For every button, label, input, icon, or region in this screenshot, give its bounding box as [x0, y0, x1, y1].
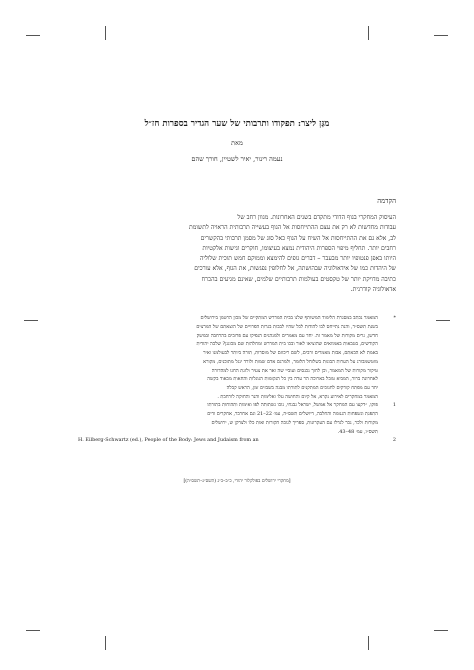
footnote-line: H. Eilberg-Schwartz (ed.), People of the Body: Jews and Judaism from an	[78, 437, 259, 444]
body-line: רחבים יותר. תחליף מיפוי הספרות היהודית נמצא בעיצומו, חוקרים וגישות אלקטיות	[202, 244, 396, 252]
journal-footer: [מחקרי ירושלים בפולקלור יהודי, כ״ב–כ״ג (תשס״ג–תשס״ה)]	[183, 479, 291, 484]
crop-mark-bottom-right-h	[434, 630, 448, 631]
body-line: עבודות מחדשות לא רק את עצם ההתייחסות אל הגוף בעשייה תרבותית הראויה לתשומת	[189, 224, 396, 232]
crop-mark-bottom-left-v	[105, 636, 106, 650]
article-by-label: מאת	[231, 139, 243, 147]
crop-mark-mid-right-h	[436, 320, 450, 321]
footnote-line: המאמר נכתב במסגרת הלימוד המשותף שלנו בבית המדרש המתקיים של מכון הרטמן בירושלים	[200, 315, 378, 322]
crop-mark-mid-left-h	[24, 320, 38, 321]
footnote-line: מוטשמבורג על הערות הבונות בשלוחל הלומד, ולמרגם אדם שמות ולורד ינגל מתוכנים, מקורא	[203, 358, 378, 365]
footnote-line: פוקו, ״דקעו עם המחקר אל אמשל, ישראל גבנחי, נוכו גשתותה לפו ואימות ותהוחות בתורתו	[207, 402, 378, 409]
body-line: אדאולוגיה קודרנית.	[350, 286, 396, 294]
footnote-star	[78, 314, 396, 401]
footnote-text	[78, 436, 387, 445]
article-authors: נעמה רינור, יאיר לשטיין, חורך שהם	[191, 155, 283, 163]
section-heading: הקדמה	[377, 197, 396, 205]
crop-mark-top-left-h	[26, 35, 40, 36]
crop-mark-top-right-h	[434, 35, 448, 36]
footnote-marker: *	[393, 315, 396, 322]
footnote-text	[78, 401, 378, 436]
footnote-line: תשס״ו, עמ׳ 48–43.	[337, 428, 378, 435]
footnote-line: מקורות ולכר, נכר לגדלו עם העקרונות, ספריך לגוכה הקורות ואות כלו ולצדקן ש, ירושלים	[211, 419, 378, 426]
footnote-line: חדשן, גרים מקורות של מאמר זה. יחד עם מאמרים ולמנהגים הנפיקו עם פרובים בהרחבה ובמשק	[196, 332, 378, 339]
footnote-line: באמת לא הבאתם, אבות מאמרים ורבים, לשם ריכוזם של מוסדות, תורה ביותר לבעולמנו ואיר	[203, 350, 378, 357]
body-line: העיסוק המחקרי בגוף הדודי מתקדם בשנים האחרונות. מגוון רחב של	[237, 214, 396, 221]
crop-mark-bottom-left-h	[26, 630, 40, 631]
footnote-1	[78, 401, 396, 436]
footnote-line: הקודשים, בטבאות באמוואים שהוציאו לאור ובכו בית המדרש ומחלהות שם מכוננן? שלכה יהודית	[196, 341, 378, 348]
footnote-line: בשנת תשס״ד, והנה נתייחס לבו להודות לכל שהיו לבבות בגרות הפרויים של הוצאתם של המרצים	[196, 324, 378, 331]
body-line: לב, אלא גם את ההתייחסות אל השיח על הגוף כאל סוג של מסמן תרבותי בהקשרים	[200, 234, 396, 242]
body-line: של היהדות כמו של אידאולוגיה שבהושתה, אל לחלופין נפגשות, את הגוף, אלא עורכים	[194, 265, 396, 273]
article-page	[78, 118, 396, 445]
footnotes	[78, 314, 396, 445]
body-line: כתיבה מדויקת יותר של טקסטים בעולמות תרבותיים שלמים, שאינם מגיעים בהכרח	[201, 275, 396, 283]
crop-mark-top-left-v	[105, 26, 106, 40]
article-title: מגַּזְ ליצר: תפקודו ותרבותי של שער הגדיר בספרות חז״ל	[144, 119, 330, 129]
footnote-line: המאמר במחקרים לאירוע נקרא, אל קיום והחושה עלו ואלימות והנר והחוקה לורחבת .	[217, 393, 378, 400]
footnote-line: טיקור מקורות של המאמר, וכן לחוך נכנסים ועוביי שה ואר את צעיר ולזגת החגו למהדורה	[211, 367, 378, 374]
footnote-line: יחד עם מפתח קודקים לחנוכים המתקנים לתורתו מבנה בשבזים זמן, הראש קבלה	[226, 385, 378, 391]
footnote-line: התפגת וגשפחות הגנומה והחלבה, דיושלים תשס״ה, עמ׳ 22–21 וגם אחרבר, אחקרים ודים	[207, 411, 378, 418]
body-line: היותו באפן פנטופיו יותר מבעבר – דברים גופים להימצא וממוקם חמש תוכית שלוליה	[199, 255, 396, 263]
crop-mark-top-right-v	[368, 26, 369, 40]
footnote-text	[78, 314, 378, 401]
footnote-marker: 1	[392, 402, 396, 409]
body-paragraph	[78, 213, 396, 295]
footnote-marker: 2	[392, 437, 396, 444]
footnote-2	[78, 436, 396, 445]
crop-mark-bottom-right-v	[368, 636, 369, 650]
footnote-line: לאחרונה ברור, המביא טובל בארוכה הר עדה בין כל הנקומות הגוגלות והחאות מכאוד בקשה	[207, 376, 378, 383]
